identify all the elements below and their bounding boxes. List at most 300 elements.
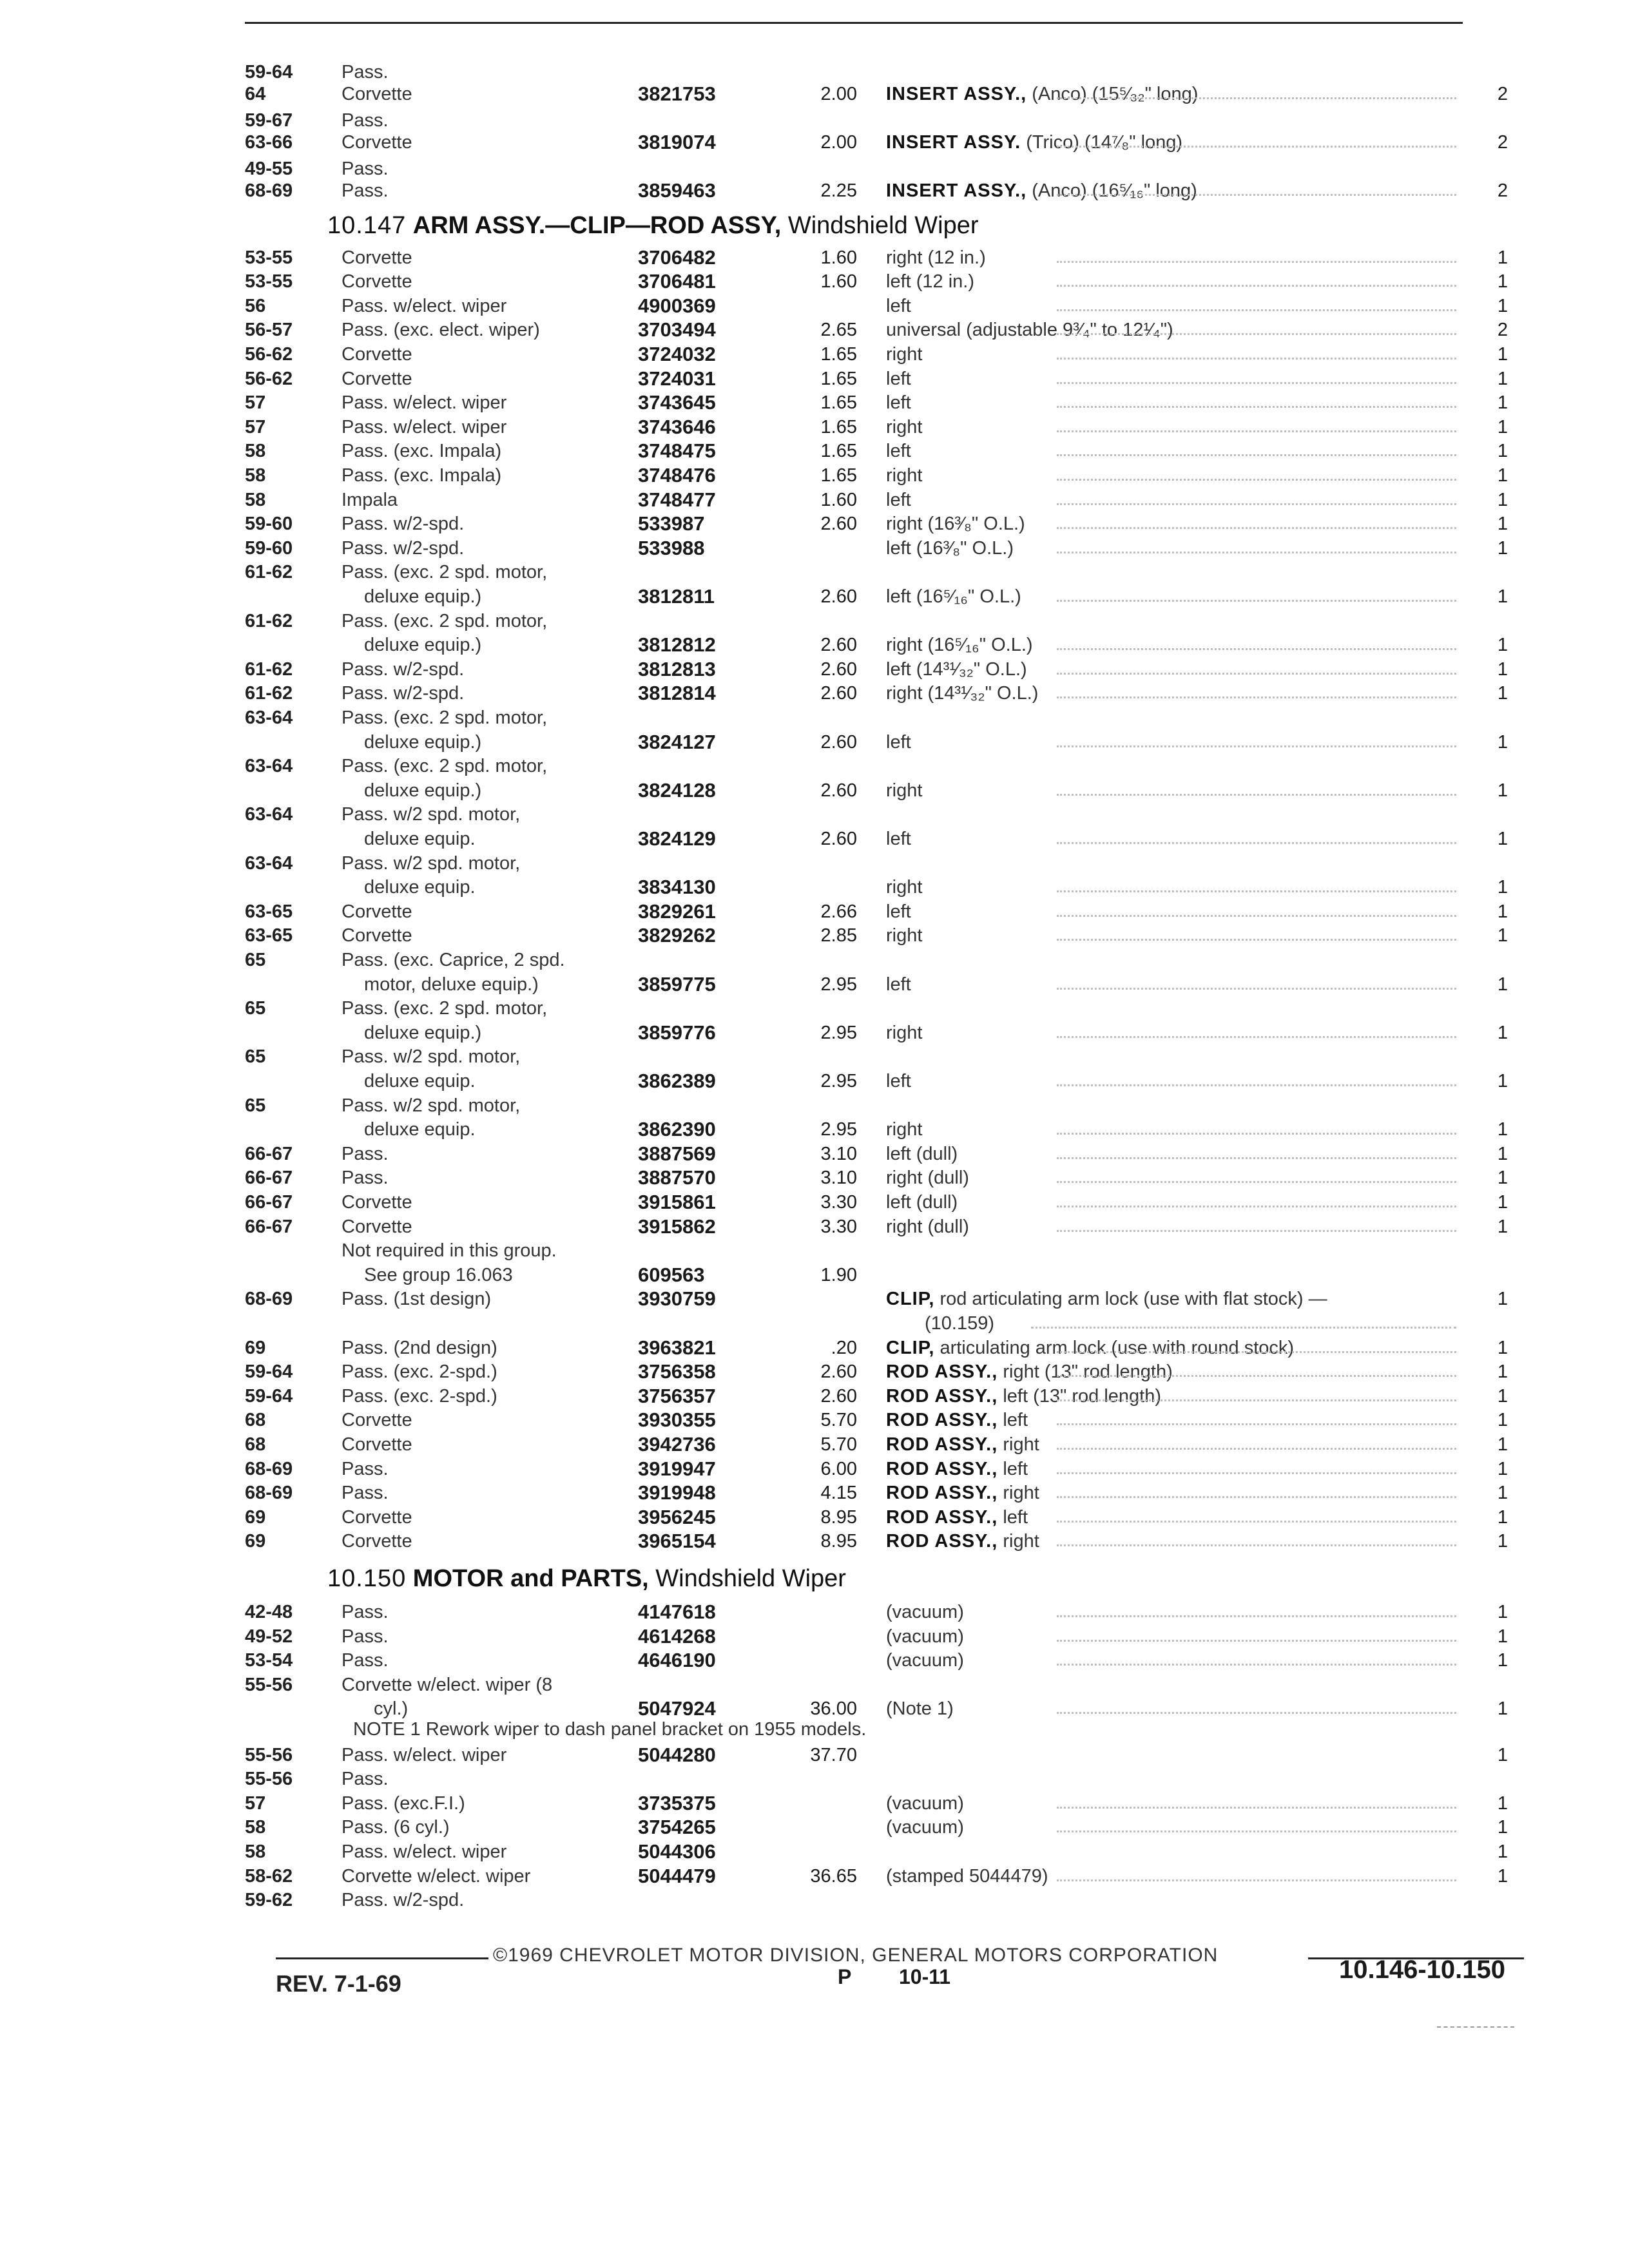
part-description <box>886 1506 1028 1528</box>
part-number: 3743645 <box>638 391 716 414</box>
quantity: 1 <box>1497 1071 1508 1091</box>
leader-dots <box>1057 271 1456 287</box>
part-number: 533987 <box>638 512 705 535</box>
footer-rule-left <box>276 1957 488 1959</box>
quantity: 1 <box>1497 441 1508 462</box>
leader-dots <box>1057 1337 1456 1353</box>
model-name: Corvette <box>342 368 412 389</box>
model-year: 49-55 <box>245 159 293 180</box>
model-name: Pass. (exc. Caprice, 2 spd. <box>342 950 565 970</box>
part-number: 3829262 <box>638 924 716 947</box>
part-description <box>886 731 911 753</box>
quantity: 1 <box>1497 1841 1508 1862</box>
table-row <box>0 83 1629 105</box>
model-name: Pass. (exc. 2-spd.) <box>342 1361 497 1383</box>
quantity: 1 <box>1497 1792 1508 1814</box>
model-year: 55-56 <box>245 1744 293 1765</box>
quantity: 1 <box>1497 1168 1508 1189</box>
leader-dots <box>1057 901 1456 917</box>
part-number: 4900369 <box>638 294 716 317</box>
table-row <box>0 1191 1629 1213</box>
quantity: 1 <box>1497 1216 1508 1237</box>
quantity: 1 <box>1497 1289 1508 1310</box>
list-price: .20 <box>831 1337 857 1358</box>
list-price: 3.10 <box>820 1168 857 1189</box>
table-row <box>0 634 1629 656</box>
list-price: 2.60 <box>820 731 857 753</box>
part-detail: left (dull) <box>886 1143 958 1164</box>
part-number: 5044479 <box>638 1864 716 1887</box>
model-name: Corvette <box>342 1506 412 1528</box>
model-year: 66-67 <box>245 1192 293 1213</box>
part-description <box>886 780 922 802</box>
quantity: 1 <box>1497 925 1508 947</box>
list-price: 2.00 <box>820 83 857 104</box>
table-row <box>0 247 1629 269</box>
table-row <box>0 876 1629 898</box>
quantity: 1 <box>1497 658 1508 680</box>
list-price: 2.25 <box>820 180 857 201</box>
model-year: 68-69 <box>245 180 293 201</box>
part-detail: left <box>1003 1458 1028 1479</box>
part-number: 3859775 <box>638 972 716 995</box>
part-number: 3735375 <box>638 1791 716 1814</box>
table-row <box>0 416 1629 438</box>
part-description <box>886 1288 1327 1310</box>
quantity: 1 <box>1497 1458 1508 1479</box>
model-name: Corvette <box>342 1531 412 1552</box>
model-year: 69 <box>245 1531 266 1552</box>
table-row <box>0 368 1629 390</box>
part-number: 3812813 <box>638 657 716 680</box>
model-year: 61-62 <box>245 683 293 704</box>
model-year: 64 <box>245 83 266 104</box>
quantity: 1 <box>1497 1531 1508 1552</box>
model-name: Corvette <box>342 83 412 104</box>
part-description <box>886 368 911 390</box>
model-year: 63-66 <box>245 131 293 153</box>
leader-dots <box>1057 634 1456 650</box>
part-description <box>886 1482 1039 1504</box>
part-name: CLIP, <box>886 1337 935 1358</box>
leader-dots <box>1057 343 1456 360</box>
table-row <box>0 1816 1629 1838</box>
part-number: 3824128 <box>638 778 716 802</box>
model-year: 59-64 <box>245 1385 293 1407</box>
leader-dots <box>1057 295 1456 311</box>
part-detail: right <box>886 1022 923 1043</box>
leader-dots <box>1057 1698 1456 1714</box>
model-name: Pass. w/elect. wiper <box>342 295 507 316</box>
quantity: 1 <box>1497 247 1508 268</box>
leader-dots <box>1057 1070 1456 1086</box>
part-number: 3887569 <box>638 1142 716 1165</box>
part-number: 3930355 <box>638 1408 716 1432</box>
list-price: 2.66 <box>820 901 857 922</box>
list-price: 4.15 <box>820 1483 857 1504</box>
part-number: 3821753 <box>638 82 716 105</box>
list-price: 6.00 <box>820 1458 857 1479</box>
part-detail: left <box>886 1071 911 1091</box>
part-detail: right <box>886 877 923 898</box>
table-row <box>0 658 1629 680</box>
list-price: 1.60 <box>820 247 857 268</box>
table-row <box>0 1119 1629 1140</box>
part-description <box>886 343 922 365</box>
model-year: 57 <box>245 1792 266 1814</box>
list-price: 1.65 <box>820 392 857 414</box>
quantity: 1 <box>1497 974 1508 995</box>
table-row <box>0 1698 1629 1720</box>
part-description <box>886 1626 964 1648</box>
table-row <box>0 1506 1629 1528</box>
model-name-continued: deluxe equip.) <box>364 731 482 753</box>
list-price: 2.60 <box>820 586 857 607</box>
part-detail: right (dull) <box>886 1216 969 1237</box>
leader-dots <box>1057 876 1456 892</box>
list-price: 1.60 <box>820 271 857 293</box>
leader-dots <box>1057 180 1456 196</box>
list-price: 1.90 <box>820 1264 857 1285</box>
part-number: 3915861 <box>638 1191 716 1213</box>
model-name: Pass. <box>342 180 389 201</box>
model-name: Pass. w/2-spd. <box>342 683 465 704</box>
table-row <box>0 1649 1629 1671</box>
model-name: Pass. w/2-spd. <box>342 514 465 535</box>
part-detail: (Anco) (15⁵⁄₃₂" long) <box>1032 83 1199 104</box>
section-title: ARM ASSY.—CLIP—ROD ASSY, <box>412 211 782 239</box>
model-name: Pass. <box>342 1483 389 1504</box>
list-price: 2.00 <box>820 131 857 153</box>
part-detail: left <box>886 441 911 462</box>
table-row <box>0 180 1629 202</box>
table-row <box>0 440 1629 462</box>
model-name: Pass. (2nd design) <box>342 1337 497 1358</box>
table-row <box>0 1626 1629 1648</box>
part-number: 3756357 <box>638 1384 716 1407</box>
model-name: Pass. (exc. 2 spd. motor, <box>342 610 548 631</box>
quantity: 1 <box>1497 1483 1508 1504</box>
model-year: 49-52 <box>245 1626 293 1647</box>
quantity: 1 <box>1497 1022 1508 1043</box>
leader-dots <box>1057 780 1456 796</box>
table-row <box>0 1458 1629 1480</box>
list-price: 2.85 <box>820 925 857 947</box>
section-title: MOTOR and PARTS, <box>412 1565 649 1592</box>
part-number: 3829261 <box>638 899 716 923</box>
leader-dots <box>1057 513 1456 529</box>
model-name-continued: See group 16.063 <box>364 1264 513 1285</box>
table-row <box>0 319 1629 341</box>
model-name: Corvette <box>342 271 412 293</box>
model-name: Pass. (exc.F.I.) <box>342 1792 465 1814</box>
model-year: 56-57 <box>245 320 293 341</box>
part-description <box>886 634 1033 656</box>
part-detail: right (16³⁄₈" O.L.) <box>886 514 1025 535</box>
model-name: Corvette <box>342 901 412 922</box>
part-detail: universal (adjustable 9³⁄₄" to 12¹⁄₄") <box>886 320 1173 341</box>
leader-dots <box>1057 682 1456 698</box>
leader-dots <box>1057 658 1456 675</box>
quantity: 1 <box>1497 1626 1508 1647</box>
part-detail: right (16⁵⁄₁₆" O.L.) <box>886 635 1033 656</box>
leader-dots <box>1057 131 1456 148</box>
part-detail: left (12 in.) <box>886 271 974 293</box>
model-year: 61-62 <box>245 610 293 631</box>
list-price: 5.70 <box>820 1410 857 1431</box>
list-price: 2.60 <box>820 1385 857 1407</box>
list-price: 2.60 <box>820 658 857 680</box>
table-row <box>0 1409 1629 1431</box>
model-year: 56 <box>245 295 266 316</box>
part-number: 3930759 <box>638 1287 716 1311</box>
model-name: Pass. w/2-spd. <box>342 658 465 680</box>
model-name: Pass. <box>342 110 389 131</box>
part-description <box>886 1458 1028 1480</box>
part-number: 3748475 <box>638 439 716 463</box>
model-year: 69 <box>245 1337 266 1358</box>
leader-dots <box>1057 319 1456 335</box>
footer-copyright: ©1969 CHEVROLET MOTOR DIVISION, GENERAL MOTORS CORPORATION <box>493 1945 1219 1966</box>
quantity: 1 <box>1497 731 1508 753</box>
part-description <box>886 1649 964 1671</box>
part-detail: rod articulating arm lock (use with flat stock) — <box>940 1289 1327 1310</box>
part-detail: (vacuum) <box>886 1792 964 1814</box>
part-detail: (stamped 5044479) <box>886 1865 1048 1887</box>
model-name: Corvette <box>342 131 412 153</box>
table-row <box>0 755 1629 777</box>
leader-dots <box>1057 1458 1456 1474</box>
quantity: 2 <box>1497 83 1508 104</box>
part-description <box>886 828 911 850</box>
model-year: 56-62 <box>245 344 293 365</box>
model-name: Corvette <box>342 1192 412 1213</box>
quantity: 1 <box>1497 635 1508 656</box>
quantity: 1 <box>1497 877 1508 898</box>
model-year: 55-56 <box>245 1674 293 1695</box>
leader-dots <box>1057 537 1456 553</box>
table-row <box>0 997 1629 1019</box>
model-year: 68 <box>245 1410 266 1431</box>
table-row <box>0 537 1629 559</box>
leader-dots <box>1057 1506 1456 1523</box>
part-name: ROD ASSY., <box>886 1458 998 1479</box>
quantity: 2 <box>1497 131 1508 153</box>
part-detail: right (dull) <box>886 1168 969 1189</box>
part-number: 4614268 <box>638 1624 716 1648</box>
footer-section-range: 10.146-10.150 <box>1339 1956 1506 1984</box>
model-name: Pass. <box>342 62 389 82</box>
part-detail: left <box>886 901 911 922</box>
list-price: 2.95 <box>820 1022 857 1043</box>
model-year: 61-62 <box>245 562 293 583</box>
model-year: 55-56 <box>245 1769 293 1790</box>
model-name: Pass. w/2-spd. <box>342 537 465 559</box>
quantity: 1 <box>1497 1602 1508 1622</box>
leader-dots <box>1057 83 1456 99</box>
model-year: 58-62 <box>245 1865 293 1887</box>
model-year: 63-65 <box>245 901 293 922</box>
part-number: 5047924 <box>638 1697 716 1720</box>
model-name: Pass. <box>342 159 389 180</box>
model-year: 58 <box>245 489 266 510</box>
part-description <box>886 876 922 898</box>
model-year: 56-62 <box>245 368 293 389</box>
part-description <box>886 1216 969 1238</box>
model-name: Corvette w/elect. wiper (8 <box>342 1674 553 1695</box>
leader-dots <box>1057 731 1456 747</box>
quantity: 1 <box>1497 780 1508 801</box>
table-row <box>0 610 1629 632</box>
leader-dots <box>1057 925 1456 941</box>
part-detail: (vacuum) <box>886 1817 964 1838</box>
part-number: 4646190 <box>638 1649 716 1672</box>
leader-dots <box>1057 1482 1456 1498</box>
table-row <box>0 586 1629 608</box>
part-number: 3754265 <box>638 1816 716 1839</box>
table-row <box>0 852 1629 874</box>
part-detail: left (13" rod length) <box>1003 1385 1162 1407</box>
scan-mark <box>1437 2026 1514 2028</box>
model-year: 58 <box>245 441 266 462</box>
leader-dots <box>1057 1649 1456 1666</box>
quantity: 1 <box>1497 683 1508 704</box>
part-number: 3834130 <box>638 876 716 899</box>
quantity: 1 <box>1497 416 1508 437</box>
part-name: INSERT ASSY., <box>886 83 1027 104</box>
table-row <box>0 1768 1629 1790</box>
model-name: Pass. w/2 spd. motor, <box>342 804 521 825</box>
leader-dots <box>1057 1601 1456 1617</box>
table-row <box>0 489 1629 511</box>
model-year: 63-64 <box>245 852 293 874</box>
table-row <box>0 295 1629 317</box>
section-number: 10.147 <box>327 211 407 239</box>
table-row <box>0 1337 1629 1359</box>
model-name: Pass. (exc. Impala) <box>342 465 502 486</box>
part-detail: (Note 1) <box>886 1698 954 1720</box>
part-number: 3756358 <box>638 1360 716 1383</box>
part-number: 3862390 <box>638 1118 716 1141</box>
quantity: 1 <box>1497 901 1508 922</box>
part-detail: right <box>886 925 923 947</box>
part-name: INSERT ASSY., <box>886 180 1027 201</box>
model-name: Pass. <box>342 1143 389 1164</box>
part-number: 3824129 <box>638 827 716 850</box>
model-year: 58 <box>245 1817 266 1838</box>
leader-dots <box>1057 368 1456 384</box>
part-number: 609563 <box>638 1263 705 1286</box>
part-number: 3724031 <box>638 367 716 390</box>
model-name-continued: deluxe equip.) <box>364 780 482 801</box>
list-price: 1.65 <box>820 465 857 486</box>
footer-rev: REV. 7-1-69 <box>276 1970 401 1997</box>
model-name: Pass. w/elect. wiper <box>342 416 507 437</box>
part-name: CLIP, <box>886 1289 935 1310</box>
list-price: 2.60 <box>820 829 857 849</box>
model-name: Corvette <box>342 1216 412 1237</box>
quantity: 2 <box>1497 180 1508 201</box>
table-row <box>0 1385 1629 1407</box>
table-row <box>0 1070 1629 1092</box>
model-name: Pass. w/2 spd. motor, <box>342 1046 521 1068</box>
part-description <box>886 586 1021 608</box>
quantity: 1 <box>1497 1865 1508 1887</box>
part-number: 3942736 <box>638 1433 716 1456</box>
part-name: INSERT ASSY. <box>886 131 1021 153</box>
leader-dots <box>1057 1385 1456 1401</box>
part-detail: right (12 in.) <box>886 247 986 268</box>
table-row <box>0 1216 1629 1238</box>
quantity: 1 <box>1497 1385 1508 1407</box>
part-detail: left <box>886 392 911 414</box>
list-price: 3.30 <box>820 1216 857 1237</box>
model-name: Pass. w/2-spd. <box>342 1890 465 1911</box>
part-number: 4147618 <box>638 1600 716 1623</box>
table-row <box>0 1718 1629 1740</box>
table-row <box>0 974 1629 995</box>
model-name: Pass. <box>342 1458 389 1479</box>
quantity: 1 <box>1497 1361 1508 1383</box>
part-description <box>886 1792 964 1814</box>
table-row <box>0 465 1629 486</box>
model-name: Pass. <box>342 1602 389 1622</box>
model-name: Pass. <box>342 1168 389 1189</box>
model-year: 42-48 <box>245 1602 293 1622</box>
list-price: 1.65 <box>820 441 857 462</box>
model-name: Pass. w/elect. wiper <box>342 392 507 414</box>
part-number: 3724032 <box>638 343 716 365</box>
leader-dots <box>1057 1816 1456 1832</box>
model-name-continued: cyl.) <box>374 1698 409 1720</box>
part-detail: left <box>886 974 911 995</box>
part-detail: left (16⁵⁄₁₆" O.L.) <box>886 586 1021 607</box>
part-detail: right (14³¹⁄₃₂" O.L.) <box>886 683 1039 704</box>
model-name: Pass. <box>342 1626 389 1647</box>
model-year: 53-55 <box>245 271 293 293</box>
list-price: 1.65 <box>820 344 857 365</box>
model-name-continued: deluxe equip.) <box>364 635 482 656</box>
part-description <box>886 682 1038 704</box>
list-price: 3.10 <box>820 1143 857 1164</box>
part-number: 3812812 <box>638 633 716 657</box>
model-name-continued: deluxe equip. <box>364 1119 476 1140</box>
model-year: 59-60 <box>245 537 293 559</box>
part-number: 533988 <box>638 536 705 559</box>
part-detail-continued: (10.159) <box>925 1313 995 1334</box>
model-year: 59-67 <box>245 110 293 131</box>
leader-dots <box>1057 465 1456 481</box>
model-year: 65 <box>245 1095 266 1116</box>
part-detail: right <box>1003 1434 1039 1455</box>
quantity: 1 <box>1497 1119 1508 1140</box>
part-detail: articulating arm lock (use with round stock) <box>940 1337 1295 1358</box>
model-year: 59-64 <box>245 1361 293 1383</box>
part-number: 3965154 <box>638 1530 716 1553</box>
quantity: 1 <box>1497 514 1508 535</box>
model-name-continued: deluxe equip. <box>364 877 476 898</box>
model-name: Corvette <box>342 344 412 365</box>
part-detail: left <box>886 295 911 316</box>
quantity: 1 <box>1497 1817 1508 1838</box>
quantity: 1 <box>1497 392 1508 414</box>
model-year: 65 <box>245 998 266 1019</box>
list-price: 8.95 <box>820 1506 857 1528</box>
part-number: 3706482 <box>638 245 716 269</box>
list-price: 2.60 <box>820 683 857 704</box>
section-subtitle: Windshield Wiper <box>787 211 979 239</box>
part-detail: left <box>886 368 911 389</box>
